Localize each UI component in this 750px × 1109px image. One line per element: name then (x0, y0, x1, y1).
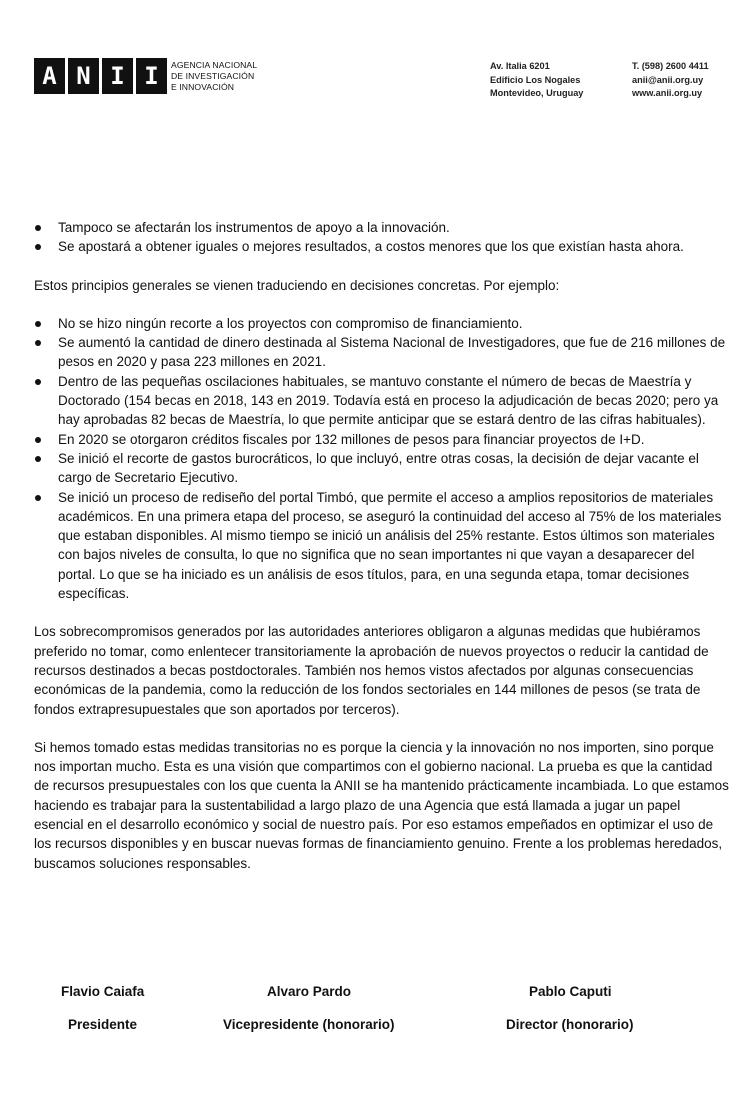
bullet-item (34, 488, 730, 604)
bullet-icon (35, 495, 41, 501)
phone-number: T. (598) 2600 4411 (632, 61, 709, 71)
signature-role-vicepresident: Vicepresidente (honorario) (223, 1017, 395, 1032)
address-line: Montevideo, Uruguay (490, 88, 584, 98)
agency-line: DE INVESTIGACIÓN (171, 71, 255, 81)
address-block (490, 60, 583, 101)
bullet-item (34, 333, 730, 372)
bullet-icon (35, 244, 41, 250)
signature-role-president: Presidente (68, 1017, 138, 1032)
signature-name-vicepresident: Alvaro Pardo (267, 984, 352, 999)
paragraph-overcommitments: Los sobrecompromisos generados por las autoridades anteriores obligaron a algunas medidas que hubiéramos preferido no tomar, como enlentecer transitoriamente la aprobación de nuevos proyectos o reducir la cantidad de recursos destinados a becas postdoctorales. También nos hemos vistos afectados por algunas consecuencias económicas de la pandemia, como la reducción de los fondos sectoriales en 144 millones de pesos (se trata de fondos extrapresupuestales que son aportados por terceros). (34, 624, 709, 717)
letterhead (0, 0, 750, 110)
agency-name (171, 60, 257, 93)
bullet-text: Se inició el recorte de gastos burocráticos, lo que incluyó, entre otras cosas, la decisión de dejar vacante el cargo de Secretario Ejecutivo. (58, 450, 699, 486)
website-url: www.anii.org.uy (632, 88, 703, 98)
bullet-icon (35, 437, 41, 443)
agency-line: AGENCIA NACIONAL (171, 60, 258, 70)
bullet-item (34, 237, 730, 256)
address-line: Edificio Los Nogales (490, 74, 581, 85)
bullet-text: Se apostará a obtener iguales o mejores resultados, a costos menores que los que existían hasta ahora. (58, 239, 684, 255)
logo-letter-n: N (68, 58, 99, 94)
bullet-list-top (34, 218, 730, 257)
email-address: anii@anii.org.uy (632, 74, 704, 85)
bullet-icon (35, 379, 41, 385)
bullet-text: En 2020 se otorgaron créditos fiscales por 132 millones de pesos para financiar proyectos de I+D. (58, 431, 645, 447)
signature-role-director: Director (honorario) (506, 1017, 634, 1032)
bullet-list-examples (34, 314, 730, 603)
bullet-text: Se aumentó la cantidad de dinero destinada al Sistema Nacional de Investigadores, que fue de 216 millones de pesos en 2020 y pasa 223 millones en 2021. (58, 335, 726, 370)
contact-block (632, 60, 709, 101)
logo-letter-a: A (34, 58, 65, 94)
bullet-icon (35, 456, 41, 462)
logo-letter-i-2: I (136, 58, 167, 94)
bullet-icon (35, 225, 41, 231)
agency-line: E INNOVACIÓN (171, 82, 235, 92)
bullet-icon (35, 321, 41, 327)
bullet-item (34, 314, 730, 333)
bullet-text: Se inició un proceso de rediseño del portal Timbó, que permite el acceso a amplios repositorios de materiales académicos. En una primera etapa del proceso, se aseguró la continuidad del acceso al 75% de los materiales que estaban disponibles. Al mismo tiempo se inició un análisis del 25% restante. Estos últimos son materiales con bajos niveles de consulta, lo que no significa que no sean importantes ni que vayan a desaparecer del portal. Lo que se ha iniciado es un análisis de esos títulos, para, en una segunda etapa, tomar decisiones específicas. (58, 489, 722, 602)
paragraph-conclusion: Si hemos tomado estas medidas transitorias no es porque la ciencia y la innovación no nos importen, sino porque nos importan mucho. Esta es una visión que compartimos con el gobierno nacional. La prueba es que la cantidad de recursos presupuestales con los que cuenta la ANII se ha mantenido prácticamente incambiada. Lo que estamos haciendo es trabajar para la sustentabilidad a largo plazo de una Agencia que está llamada a jugar un papel esencial en el desarrollo económico y social de nuestro país. Por eso estamos empeñados en optimizar el uso de los recursos disponibles y en buscar nuevas formas de financiamiento genuino. Frente a los problemas heredados, buscamos soluciones responsables. (34, 739, 729, 871)
intro-paragraph: Estos principios generales se vienen traduciendo en decisiones concretas. Por ejemplo: (34, 277, 560, 293)
bullet-text: No se hizo ningún recorte a los proyectos con compromiso de financiamiento. (58, 315, 523, 331)
signature-name-director: Pablo Caputi (529, 984, 612, 999)
bullet-item (34, 218, 730, 237)
bullet-item (34, 449, 730, 488)
logo-letter-i-1: I (102, 58, 133, 94)
letter-body (34, 218, 730, 873)
bullet-item (34, 372, 730, 430)
bullet-icon (35, 340, 41, 346)
bullet-text: Dentro de las pequeñas oscilaciones habituales, se mantuvo constante el número de becas de Maestría y Doctorado (154 becas en 2018, 143 en 2019. Todavía está en proceso la adjudicación de becas 2020; pero ya hay aprobadas 82 becas de Maestría, lo que permite anticipar que se estará dentro de las cifras habituales). (58, 373, 719, 428)
bullet-text: Tampoco se afectarán los instrumentos de apoyo a la innovación. (58, 220, 450, 235)
anii-logo (34, 58, 167, 94)
bullet-item (34, 430, 730, 449)
address-line: Av. Italia 6201 (490, 61, 550, 71)
signature-name-president: Flavio Caiafa (61, 984, 145, 999)
